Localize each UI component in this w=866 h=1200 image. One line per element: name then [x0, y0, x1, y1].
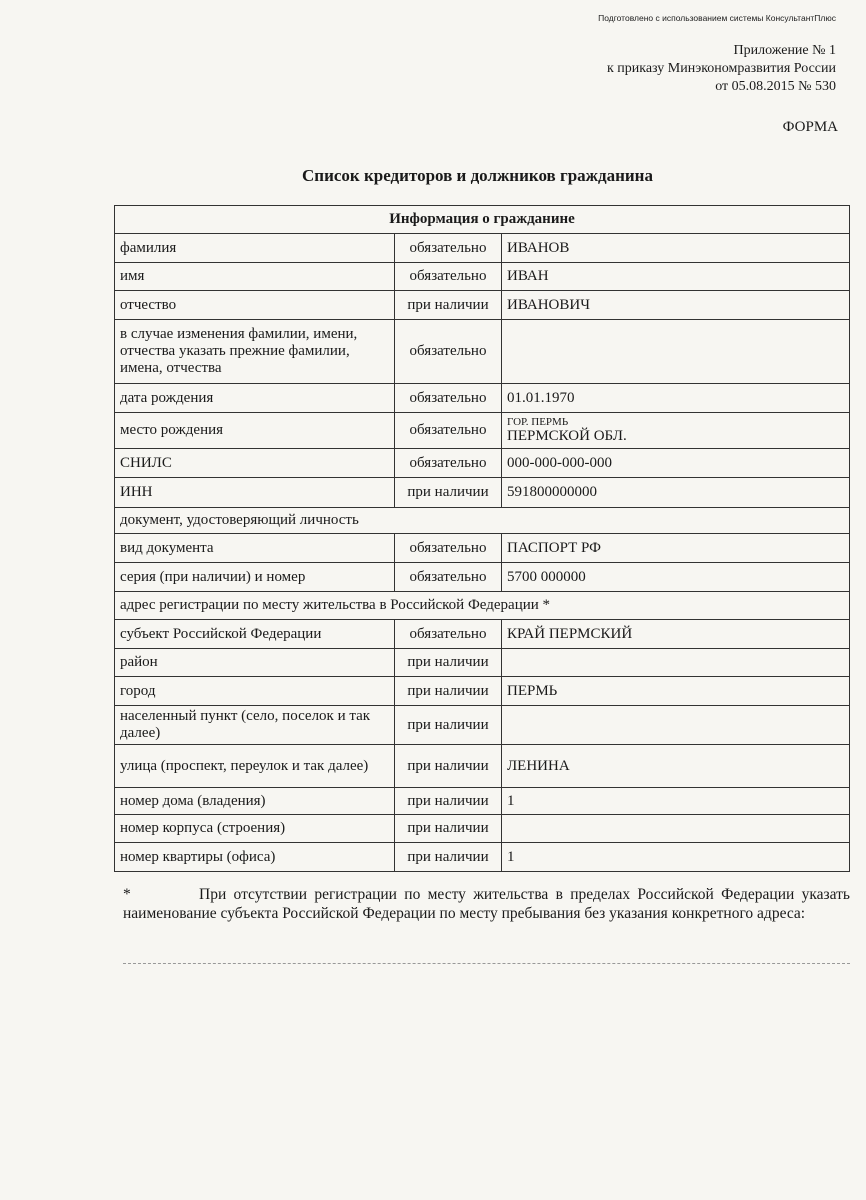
row-value-cell — [502, 413, 850, 449]
row-value — [502, 649, 850, 677]
appendix-line: Приложение № 1 — [733, 43, 836, 58]
row-label: номер квартиры (офиса) — [115, 843, 395, 872]
row-value — [502, 815, 850, 843]
row-value: 5700 000000 — [502, 563, 850, 592]
row-value: 591800000000 — [502, 478, 850, 508]
row-label: вид документа — [115, 534, 395, 563]
row-value: ЛЕНИНА — [502, 745, 850, 788]
row-requirement: обязательно — [395, 413, 502, 449]
table-row — [115, 320, 850, 384]
row-requirement: обязательно — [395, 563, 502, 592]
row-label: улица (проспект, переулок и так далее) — [115, 745, 395, 788]
row-requirement: обязательно — [395, 620, 502, 649]
row-label: дата рождения — [115, 384, 395, 413]
table-row — [115, 291, 850, 320]
row-requirement: обязательно — [395, 263, 502, 291]
row-requirement: обязательно — [395, 384, 502, 413]
row-requirement: при наличии — [395, 815, 502, 843]
section-row — [115, 592, 850, 620]
table-row — [115, 649, 850, 677]
table-row — [115, 745, 850, 788]
row-label: СНИЛС — [115, 449, 395, 478]
row-value: ПЕРМЬ — [502, 677, 850, 706]
appendix-line: от 05.08.2015 № 530 — [715, 79, 836, 94]
fill-in-line — [123, 963, 850, 964]
row-label: место рождения — [115, 413, 395, 449]
table-row — [115, 620, 850, 649]
table-row — [115, 563, 850, 592]
row-requirement: при наличии — [395, 745, 502, 788]
appendix-line: к приказу Минэкономразвития России — [606, 61, 836, 76]
row-label: серия (при наличии) и номер — [115, 563, 395, 592]
row-value: 01.01.1970 — [502, 384, 850, 413]
row-label: в случае изменения фамилии, имени, отчества указать прежние фамилии, имена, отчества — [115, 320, 395, 384]
document-title: Список кредиторов и должников гражданина — [302, 166, 653, 185]
row-requirement: обязательно — [395, 234, 502, 263]
row-label: город — [115, 677, 395, 706]
row-requirement: при наличии — [395, 478, 502, 508]
row-value: КРАЙ ПЕРМСКИЙ — [502, 620, 850, 649]
row-requirement: при наличии — [395, 706, 502, 745]
footnote-star: * — [123, 886, 131, 903]
row-value: 1 — [502, 843, 850, 872]
row-value: ИВАНОВ — [502, 234, 850, 263]
row-label: ИНН — [115, 478, 395, 508]
doc-section-title: документ, удостоверяющий личность — [115, 508, 850, 534]
addr-section-title: адрес регистрации по месту жительства в Российской Федерации * — [115, 592, 850, 620]
consultant-note: Подготовлено с использованием системы КонсультантПлюс — [598, 13, 836, 23]
appendix-block — [607, 42, 836, 96]
row-requirement: обязательно — [395, 320, 502, 384]
table-row — [115, 815, 850, 843]
table-header-row — [115, 206, 850, 234]
row-label: населенный пункт (село, поселок и так далее) — [115, 706, 395, 745]
row-label: имя — [115, 263, 395, 291]
row-value: ИВАН — [502, 263, 850, 291]
row-value: 1 — [502, 788, 850, 815]
row-value: 000-000-000-000 — [502, 449, 850, 478]
table-row — [115, 706, 850, 745]
birthplace-region: ПЕРМСКОЙ ОБЛ. — [507, 427, 627, 444]
table-row — [115, 843, 850, 872]
row-value: ПАСПОРТ РФ — [502, 534, 850, 563]
row-label: номер дома (владения) — [115, 788, 395, 815]
row-label: фамилия — [115, 234, 395, 263]
row-requirement: при наличии — [395, 677, 502, 706]
table-row — [115, 478, 850, 508]
table-row — [115, 234, 850, 263]
table-row — [115, 677, 850, 706]
forma-label: ФОРМА — [782, 119, 838, 135]
table-row — [115, 384, 850, 413]
birthplace-city: ГОР. ПЕРМЬ — [507, 415, 569, 428]
row-label: отчество — [115, 291, 395, 320]
row-value — [502, 320, 850, 384]
row-value — [502, 706, 850, 745]
table-row — [115, 449, 850, 478]
row-requirement: при наличии — [395, 843, 502, 872]
row-value: ИВАНОВИЧ — [502, 291, 850, 320]
section-title: Информация о гражданине — [115, 206, 850, 234]
table-row — [115, 413, 850, 449]
row-requirement: при наличии — [395, 649, 502, 677]
table-row — [115, 788, 850, 815]
table-row — [115, 263, 850, 291]
section-row — [115, 508, 850, 534]
row-label: район — [115, 649, 395, 677]
footnote — [123, 885, 850, 923]
row-requirement: при наличии — [395, 291, 502, 320]
row-label: субъект Российской Федерации — [115, 620, 395, 649]
row-requirement: при наличии — [395, 788, 502, 815]
footnote-text: При отсутствии регистрации по месту жительства в пределах Российской Федерации указать наименование субъекта Российской Федерации по месту пребывания без указания конкретного адреса: — [123, 886, 850, 922]
table-row — [115, 534, 850, 563]
row-label: номер корпуса (строения) — [115, 815, 395, 843]
citizen-info-table — [114, 205, 850, 872]
row-requirement: обязательно — [395, 449, 502, 478]
row-requirement: обязательно — [395, 534, 502, 563]
